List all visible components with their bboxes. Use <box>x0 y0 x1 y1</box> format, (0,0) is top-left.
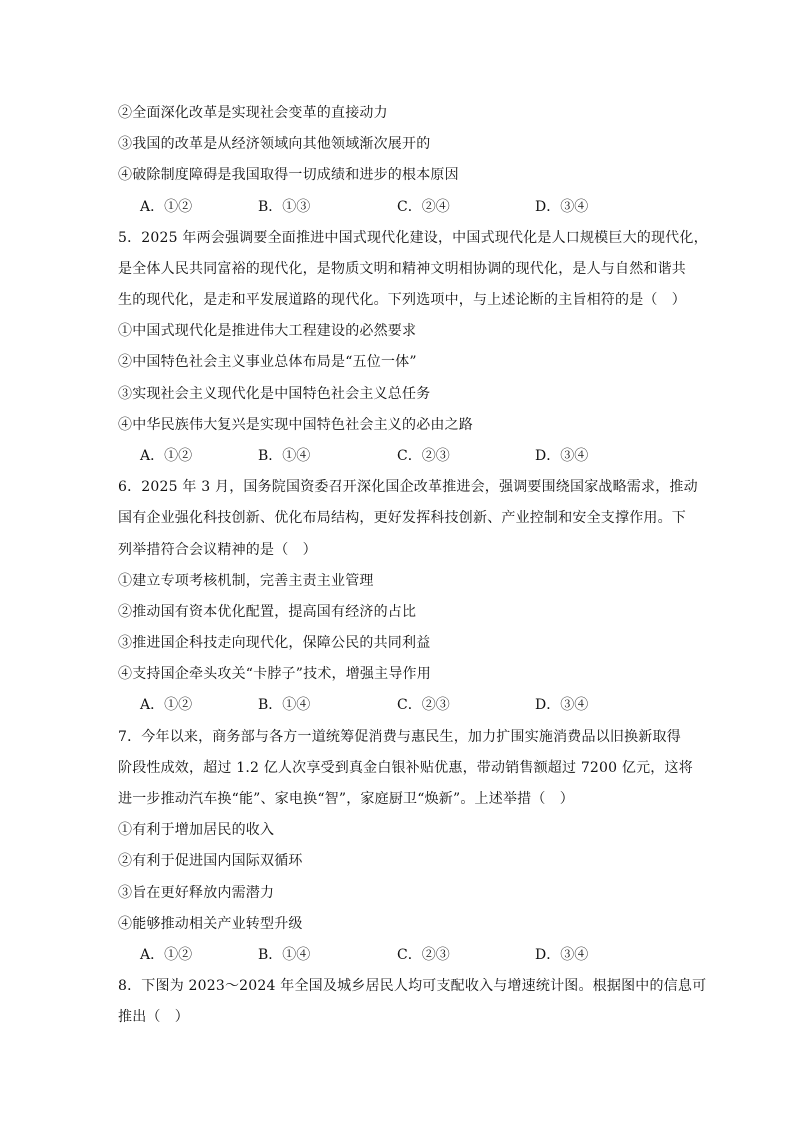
statement-1: ①建立专项考核机制，完善主责主业管理 <box>118 573 374 589</box>
option-b: B．①④ <box>258 697 311 713</box>
statement-3: ③我国的改革是从经济领域向其他领域渐次展开的 <box>118 136 431 152</box>
question-7-stem-line-2: 阶段性成效，超过 1.2 亿人次享受到真金白银补贴优惠，带动销售额超过 7200 亿元，这将 <box>118 760 693 776</box>
answer-options <box>140 945 680 965</box>
option-b: B．①④ <box>258 448 311 464</box>
option-a: A．①② <box>140 947 193 963</box>
statement-1: ①有利于增加居民的收入 <box>118 822 275 838</box>
answer-options <box>140 197 680 217</box>
option-c: C．②④ <box>397 199 450 215</box>
option-b: B．①③ <box>258 199 311 215</box>
statement-4: ④支持国企牵头攻关“卡脖子”技术，增强主导作用 <box>118 666 431 682</box>
question-6-stem-line-1: 6．2025 年 3 月，国务院国资委召开深化国企改革推进会，强调要围绕国家战略需求，推动 <box>118 479 698 495</box>
option-c: C．②③ <box>397 947 450 963</box>
question-6-stem-line-3: 列举措符合会议精神的是（ ） <box>118 542 317 558</box>
question-5-stem-line-1: 5．2025 年两会强调要全面推进中国式现代化建设，中国式现代化是人口规模巨大的现代化， <box>118 230 708 246</box>
statement-3: ③推进国企科技走向现代化，保障公民的共同利益 <box>118 635 431 651</box>
option-c: C．②③ <box>397 697 450 713</box>
question-8-stem-line-1: 8．下图为 2023～2024 年全国及城乡居民人均可支配收入与增速统计图。根据图中的信息可 <box>118 978 707 994</box>
statement-1: ①中国式现代化是推进伟大工程建设的必然要求 <box>118 323 417 339</box>
question-5-stem-line-3: 生的现代化，是走和平发展道路的现代化。下列选项中，与上述论断的主旨相符的是（ ） <box>118 292 686 308</box>
option-a: A．①② <box>140 697 193 713</box>
question-7-stem-line-3: 进一步推动汽车换“能”、家电换“智”，家庭厨卫“焕新”。上述举措（ ） <box>118 791 574 807</box>
statement-4: ④破除制度障碍是我国取得一切成绩和进步的根本原因 <box>118 167 459 183</box>
question-5-stem-line-2: 是全体人民共同富裕的现代化，是物质文明和精神文明相协调的现代化，是人与自然和谐共 <box>118 261 686 277</box>
statement-3: ③实现社会主义现代化是中国特色社会主义总任务 <box>118 386 431 402</box>
option-d: D．③④ <box>535 697 589 713</box>
answer-options <box>140 695 680 715</box>
statement-2: ②有利于促进国内国际双循环 <box>118 853 303 869</box>
option-d: D．③④ <box>535 448 589 464</box>
statement-4: ④中华民族伟大复兴是实现中国特色社会主义的必由之路 <box>118 417 473 433</box>
question-6-stem-line-2: 国有企业强化科技创新、优化布局结构，更好发挥科技创新、产业控制和安全支撑作用。下 <box>118 510 686 526</box>
statement-4: ④能够推动相关产业转型升级 <box>118 916 303 932</box>
statement-3: ③旨在更好释放内需潜力 <box>118 885 275 901</box>
option-c: C．②③ <box>397 448 450 464</box>
option-d: D．③④ <box>535 947 589 963</box>
option-b: B．①④ <box>258 947 311 963</box>
statement-2: ②全面深化改革是实现社会变革的直接动力 <box>118 105 388 121</box>
question-7-stem-line-1: 7．今年以来，商务部与各方一道统筹促消费与惠民生，加力扩围实施消费品以旧换新取得 <box>118 729 681 745</box>
answer-options <box>140 446 680 466</box>
question-8-stem-line-2: 推出（ ） <box>118 1009 189 1025</box>
option-d: D．③④ <box>535 199 589 215</box>
option-a: A．①② <box>140 199 193 215</box>
statement-2: ②中国特色社会主义事业总体布局是“五位一体” <box>118 354 417 370</box>
statement-2: ②推动国有资本优化配置，提高国有经济的占比 <box>118 604 417 620</box>
option-a: A．①② <box>140 448 193 464</box>
